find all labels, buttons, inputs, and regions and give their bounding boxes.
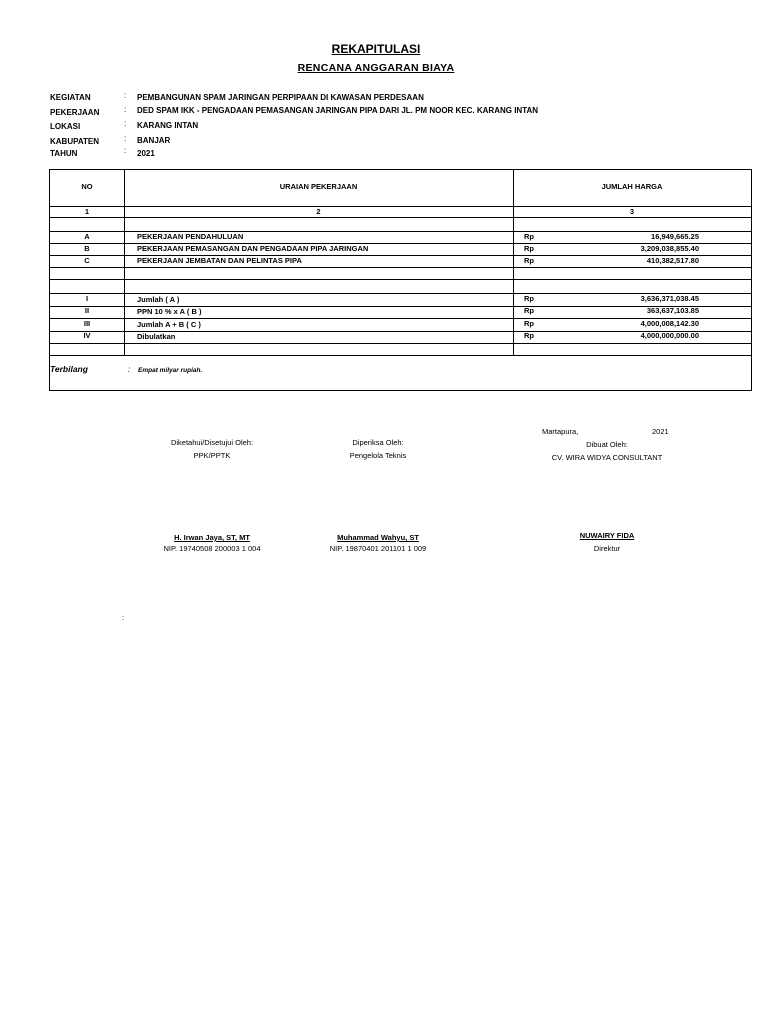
info-label-kegiatan: KEGIATAN: [50, 93, 91, 102]
middle-signer-position: Pengelola Teknis: [349, 451, 407, 460]
info-colon: :: [124, 91, 127, 100]
info-colon: :: [124, 105, 127, 114]
column-divider: [513, 170, 514, 355]
row-no: A: [84, 232, 90, 241]
row-no: I: [85, 294, 89, 303]
column-number: 3: [629, 207, 635, 216]
row-amount: 363,637,103.85: [646, 306, 699, 315]
row-no: III: [83, 319, 91, 328]
document-title: REKAPITULASI: [331, 42, 421, 56]
row-currency: Rp: [524, 319, 534, 328]
header-amount: JUMLAH HARGA: [601, 182, 663, 191]
terbilang-label: Terbilang: [50, 364, 88, 374]
signature-place: Martapura,: [542, 427, 579, 436]
row-no: II: [84, 306, 90, 315]
row-currency: Rp: [524, 331, 534, 340]
row-currency: Rp: [524, 294, 534, 303]
info-label-pekerjaan: PEKERJAAN: [50, 108, 100, 117]
row-description: Jumlah ( A ): [137, 295, 180, 304]
row-divider: [50, 279, 751, 280]
row-no: C: [84, 256, 90, 265]
row-description: PEKERJAAN PEMASANGAN DAN PENGADAAN PIPA JARINGAN: [137, 244, 369, 253]
row-description: Dibulatkan: [137, 332, 176, 341]
left-signer-name: H. Irwan Jaya, ST, MT: [174, 533, 250, 542]
row-description: PPN 10 % x A ( B ): [137, 307, 202, 316]
column-number: 1: [84, 207, 90, 216]
left-signer-position: PPK/PPTK: [193, 451, 231, 460]
terbilang-colon: :: [128, 365, 131, 374]
right-signer-company: CV. WIRA WIDYA CONSULTANT: [551, 453, 663, 462]
document-subtitle: RENCANA ANGGARAN BIAYA: [297, 62, 455, 74]
row-amount: 16,949,665.25: [651, 232, 699, 241]
row-no: IV: [83, 331, 91, 340]
row-divider: [50, 355, 751, 356]
info-value-kegiatan: PEMBANGUNAN SPAM JARINGAN PERPIPAAN DI KAWASAN PERDESAAN: [137, 93, 424, 102]
info-label-kabupaten: KABUPATEN: [50, 137, 100, 146]
info-label-tahun: TAHUN: [50, 149, 78, 158]
row-amount: 4,000,000,000.00: [640, 331, 699, 340]
info-value-tahun: 2021: [137, 149, 155, 158]
right-signer-role: Dibuat Oleh:: [586, 440, 628, 449]
info-colon: :: [124, 119, 127, 128]
row-amount: 4,000,008,142.30: [640, 319, 699, 328]
terbilang-value: Empat milyar rupiah.: [138, 367, 203, 374]
info-colon: :: [124, 146, 127, 155]
row-currency: Rp: [524, 244, 534, 253]
row-amount: 3,209,038,855.40: [640, 244, 699, 253]
row-divider: [50, 217, 751, 218]
row-description: PEKERJAAN PENDAHULUAN: [137, 232, 244, 241]
info-value-kabupaten: BANJAR: [137, 136, 171, 145]
row-amount: 3,636,371,038.45: [640, 294, 699, 303]
row-currency: Rp: [524, 306, 534, 315]
signature-year: 2021: [652, 427, 669, 436]
row-divider: [50, 267, 751, 268]
row-amount: 410,382,517.80: [646, 256, 699, 265]
info-colon: :: [124, 134, 127, 143]
info-value-lokasi: KARANG INTAN: [137, 121, 199, 130]
info-label-lokasi: LOKASI: [50, 122, 81, 131]
left-signer-id: NIP. 19740508 200003 1 004: [163, 544, 261, 553]
row-currency: Rp: [524, 256, 534, 265]
right-signer-title: Direktur: [593, 544, 621, 553]
cost-summary-table: [49, 169, 752, 391]
right-signer-name: NUWAIRY FIDA: [579, 531, 635, 540]
middle-signer-role: Diperiksa Oleh:: [352, 438, 404, 447]
stray-colon: :: [122, 613, 125, 622]
column-divider: [124, 170, 125, 355]
middle-signer-id: NIP. 19870401 201101 1 009: [329, 544, 427, 553]
row-currency: Rp: [524, 232, 534, 241]
middle-signer-name: Muhammad Wahyu, ST: [337, 533, 419, 542]
row-divider: [50, 343, 751, 344]
info-value-pekerjaan: DED SPAM IKK - PENGADAAN PEMASANGAN JARINGAN PIPA DARI JL. PM NOOR KEC. KARANG INTAN: [137, 106, 539, 115]
row-no: B: [84, 244, 90, 253]
column-number: 2: [316, 207, 321, 216]
left-signer-role: Diketahui/Disetujui Oleh:: [170, 438, 254, 447]
header-no: NO: [81, 182, 93, 191]
header-description: URAIAN PEKERJAAN: [279, 182, 358, 191]
row-description: Jumlah A + B ( C ): [137, 320, 201, 329]
row-description: PEKERJAAN JEMBATAN DAN PELINTAS PIPA: [137, 256, 302, 265]
